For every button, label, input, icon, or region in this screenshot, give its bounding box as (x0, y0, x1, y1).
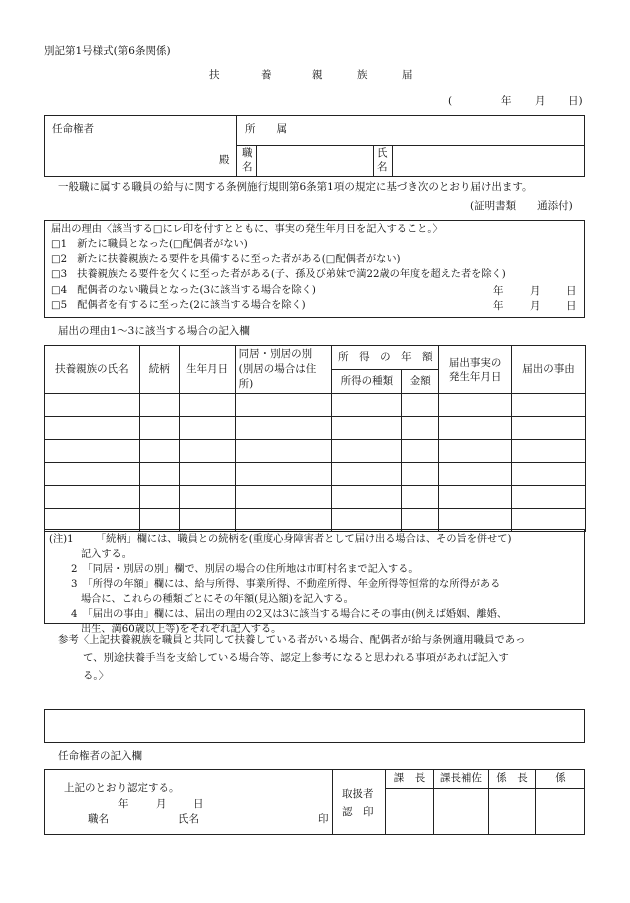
approver-name-label: 氏名 (178, 813, 199, 825)
col-birth-header: 生年月日 (179, 346, 235, 394)
reason-3-checkbox[interactable]: □3 扶養親族たる要件を欠くに至った者がある(子、孫及び弟妹で満22歳の年度を超えた者を除く) (51, 269, 506, 280)
reference-field[interactable] (44, 709, 585, 743)
role-staff: 係 (555, 772, 566, 784)
col-name-header: 扶養親族の氏名 (45, 346, 140, 394)
reason-1-checkbox[interactable]: □1 新たに職員となった(□配偶者がない) (51, 239, 248, 250)
col-income-header: 所 得 の 年 額 (332, 346, 439, 370)
reason-5-checkbox[interactable]: □5 配偶者を有するに至った(2に該当する場合を除く) (51, 300, 306, 311)
certificate-note: (証明書類 通添付) (470, 200, 573, 212)
table-row[interactable] (45, 486, 586, 509)
position-field[interactable] (257, 146, 372, 176)
col-income-amount-header: 金額 (402, 370, 439, 394)
col-reason-header: 届出の事由 (512, 346, 586, 394)
name-field[interactable] (393, 146, 584, 176)
col-relation-header: 続柄 (139, 346, 179, 394)
dono-label: 殿 (219, 154, 230, 166)
affiliation-label: 所 属 (245, 123, 287, 135)
approver-position-label: 職名 (88, 813, 109, 825)
seal-cell-subsection-chief[interactable] (489, 789, 535, 834)
form-number: 別記第1号様式(第6条関係) (44, 45, 171, 57)
role-section-chief: 課 長 (393, 772, 426, 784)
dependents-rows (45, 394, 586, 532)
col-residence-header: 同居・別居の別 (別居の場合は住 所) (235, 346, 332, 394)
reasons-heading: 届出の理由〈該当する□にレ印を付すとともに、事実の発生年月日を記入すること。〉 (51, 224, 443, 235)
reason-2-checkbox[interactable]: □2 新たに扶養親族たる要件を具備するに至った者がある(□配偶者がない) (51, 254, 401, 265)
col-fact-date-header: 届出事実の 発生年月日 (439, 346, 512, 394)
reason-4-checkbox[interactable]: □4 配偶者のない職員となった(3に該当する場合を除く) (51, 285, 316, 296)
role-assistant-chief: 課長補佐 (440, 772, 482, 784)
section-title: 届出の理由1〜3に該当する場合の記入欄 (58, 325, 250, 337)
seal-cell-assistant-chief[interactable] (434, 789, 488, 834)
seal-cell-section-chief[interactable] (386, 789, 433, 834)
notes: (注)1 「続柄」欄には、職員との続柄を(重度心身障害者として届け出る場合は、その旨を併せて) 記入する。 2 「同居・別居の別」欄で、別居の場合の住所地は市町村名まで記入する。 3 「所得の年額」欄には、給与所得、事業所得、不動産所得、年金所得等恒常的な所得がある 場合に、これらの種類ごとにその年額(見込額)を記入する。 4 「届出の事由」欄には、届出の理由の2又は3に該当する場合にその事由(例えば婚姻、離婚、 出生、満60歳以上等)をそれぞれ記入する。 (49, 534, 512, 635)
seal-label: 印 (318, 813, 329, 825)
position-label: 職 名 (242, 147, 253, 173)
appointer-label: 任命権者 (52, 123, 94, 135)
affiliation-field[interactable] (320, 116, 584, 144)
reference-text: 参考〈上記扶養親族を職員と共同して扶養している者がいる場合、配偶者が給与条例適用職員であっ て、別途扶養手当を支給している場合等、認定上参考になると思われる事項があれば記入す る。〉 (58, 634, 526, 682)
appointer-section-title: 任命権者の記入欄 (58, 750, 142, 762)
approved-text: 上記のとおり認定する。 (64, 782, 180, 794)
dependents-table (44, 345, 586, 532)
table-row[interactable] (45, 417, 586, 440)
role-subsection-chief: 係 長 (496, 772, 528, 784)
handler-label: 取扱者 認 印 (342, 788, 374, 818)
name-label: 氏 名 (377, 147, 388, 173)
seal-cell-staff[interactable] (536, 789, 585, 834)
intro-text: 一般職に属する職員の給与に関する条例施行規則第6条第1項の規定に基づき次のとおり届け出ます。 (58, 181, 533, 193)
table-row[interactable] (45, 440, 586, 463)
table-row[interactable] (45, 463, 586, 486)
table-row[interactable] (45, 394, 586, 417)
col-income-type-header: 所得の種類 (332, 370, 402, 394)
